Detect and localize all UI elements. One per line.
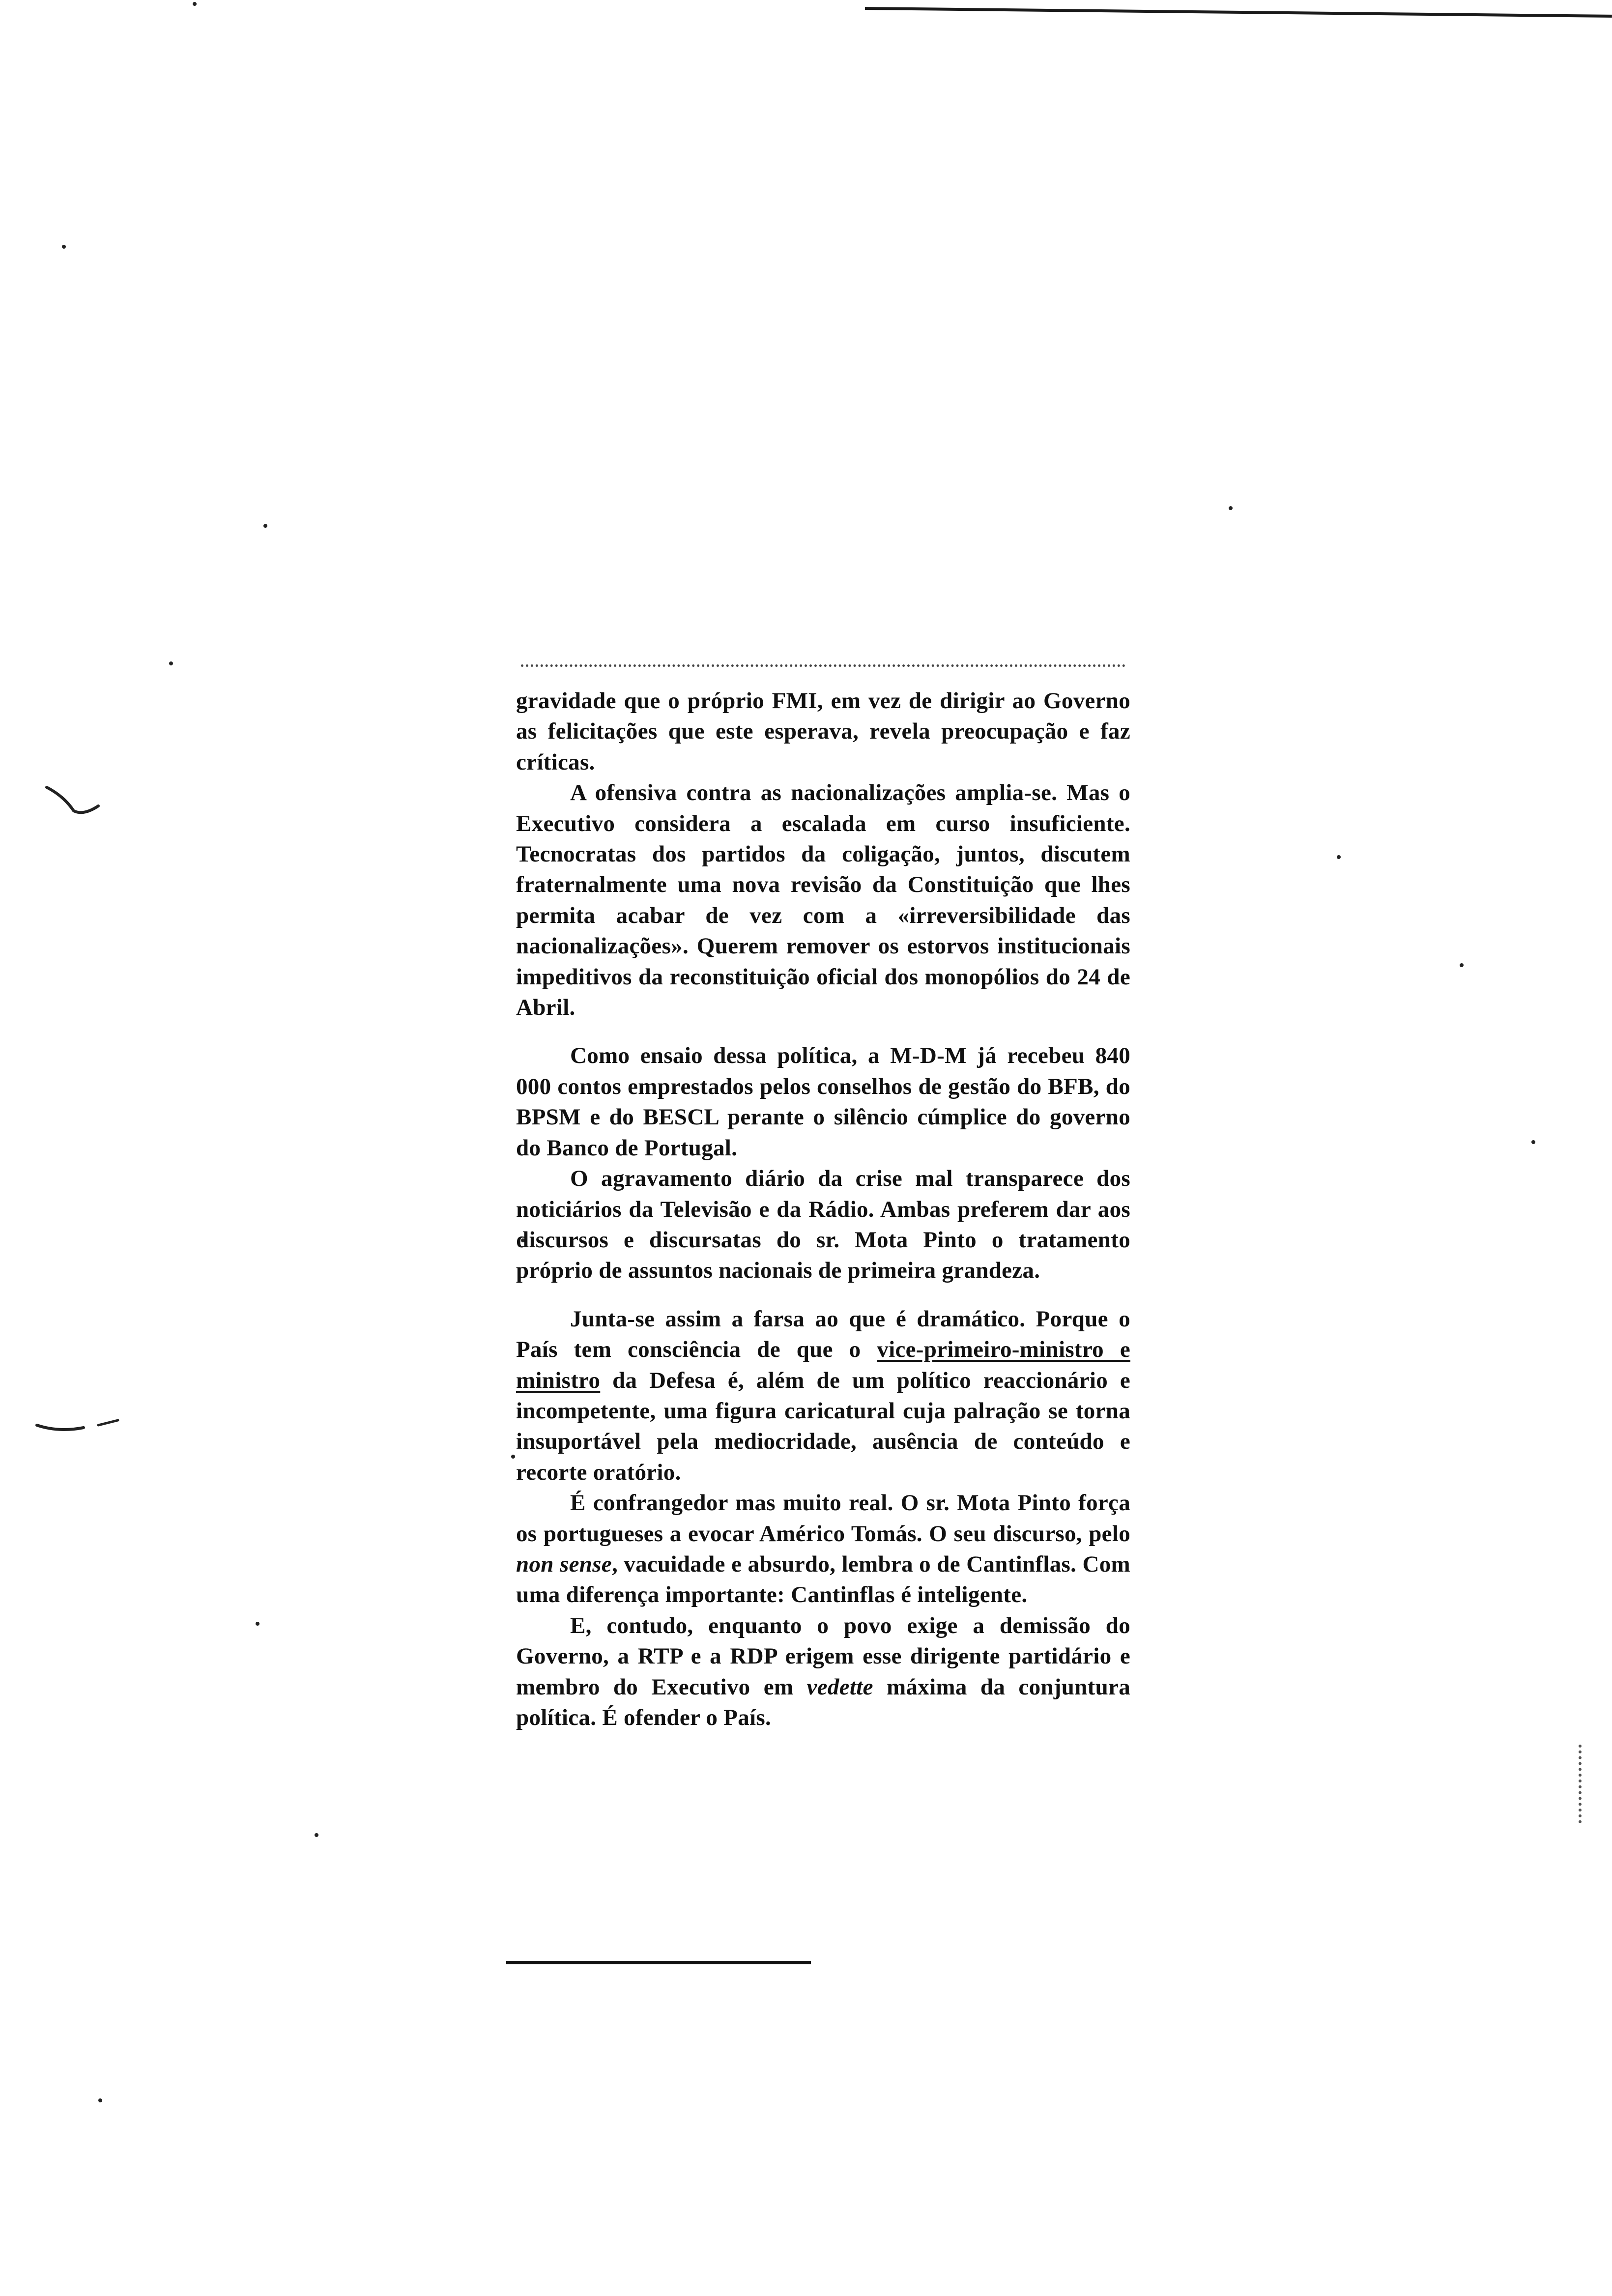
scan-speck: [1460, 963, 1464, 967]
scan-speck: [1337, 855, 1341, 859]
paragraph-3: Como ensaio dessa política, a M-D-M já recebeu 840 000 contos emprestados pelos conselhos de gestão do BFB, do BPSM e do BESCL perante o silêncio cúmplice do governo do Banco de Portugal.: [516, 1043, 1130, 1161]
scan-speck: [1229, 506, 1233, 510]
scan-speck: [98, 2098, 102, 2102]
paragraph-1: gravidade que o próprio FMI, em vez de dirigir ao Governo as felicitações que este esperava, revela preocupação e faz críticas.: [516, 688, 1130, 775]
paragraph-4: O agravamento diário da crise mal transparece dos noticiários da Televisão e da Rádio. Ambas preferem dar aos discursos e discursatas do sr. Mota Pinto o tratamento próprio de assuntos nacionais de primeira grandeza.: [516, 1166, 1130, 1284]
article-column: [516, 686, 1130, 1733]
paragraph-5-underlined: vice-primeiro-ministro e ministro: [516, 1337, 1130, 1393]
paragraph-7-italic: vedette: [806, 1674, 873, 1700]
paragraph-6-end: , vacuidade e absurdo, lembra o de Cantinflas. Com uma diferença importante: Cantinflas é inteligente.: [516, 1551, 1130, 1608]
scan-speck: [193, 2, 197, 6]
scan-speck: [315, 1833, 318, 1837]
paragraph-6: [516, 1488, 1130, 1610]
scan-speck: [62, 245, 66, 249]
paragraph-6-start: É confrangedor mas muito real. O sr. Mota Pinto força os portugueses a evocar Américo Tomás. O seu discurso, pelo: [516, 1490, 1130, 1547]
scan-speck: [169, 661, 173, 665]
scan-speck: [263, 524, 267, 528]
paragraph-5: [516, 1304, 1130, 1488]
scan-speck: [256, 1622, 259, 1626]
margin-mark: [44, 781, 103, 821]
scan-dots: [1579, 1745, 1584, 1823]
paragraph-7-start: E, contudo, enquanto o povo exige a demissão do Governo, a RTP e a RDP erigem esse dirigente partidário e membro do Executivo em: [516, 1612, 1130, 1700]
margin-mark: [34, 1406, 123, 1445]
scan-speck: [511, 1455, 515, 1459]
paragraph-5-start: Junta-se assim a farsa ao que é dramático. Porque o País tem consciência de que o: [516, 1306, 1130, 1363]
paragraph-7-end: máxima da conjuntura política. É ofender o País.: [516, 1674, 1130, 1730]
scan-edge-line: [865, 7, 1612, 18]
article-end-rule: [506, 1961, 811, 1964]
paragraph-6-italic: non sense: [516, 1551, 612, 1577]
clipping-top-edge: [521, 664, 1125, 672]
scan-speck: [1531, 1140, 1535, 1144]
paragraph-5-end: da Defesa é, além de um político reaccionário e incompetente, uma figura caricatural cuja palração se torna insuportável pela mediocridade, ausência de conteúdo e recorte oratório.: [516, 1367, 1130, 1485]
paragraph-2: A ofensiva contra as nacionalizações amplia-se. Mas o Executivo considera a escalada em curso insuficiente. Tecnocratas dos partidos da coligação, juntos, discutem fraternalmente uma nova revisão da Constituição que lhes permita acabar de vez com a «irreversibilidade das nacionalizações». Querem remover os estorvos institucionais impeditivos da reconstituição oficial dos monopólios do 24 de Abril.: [516, 780, 1130, 1021]
paragraph-7: [516, 1610, 1130, 1733]
